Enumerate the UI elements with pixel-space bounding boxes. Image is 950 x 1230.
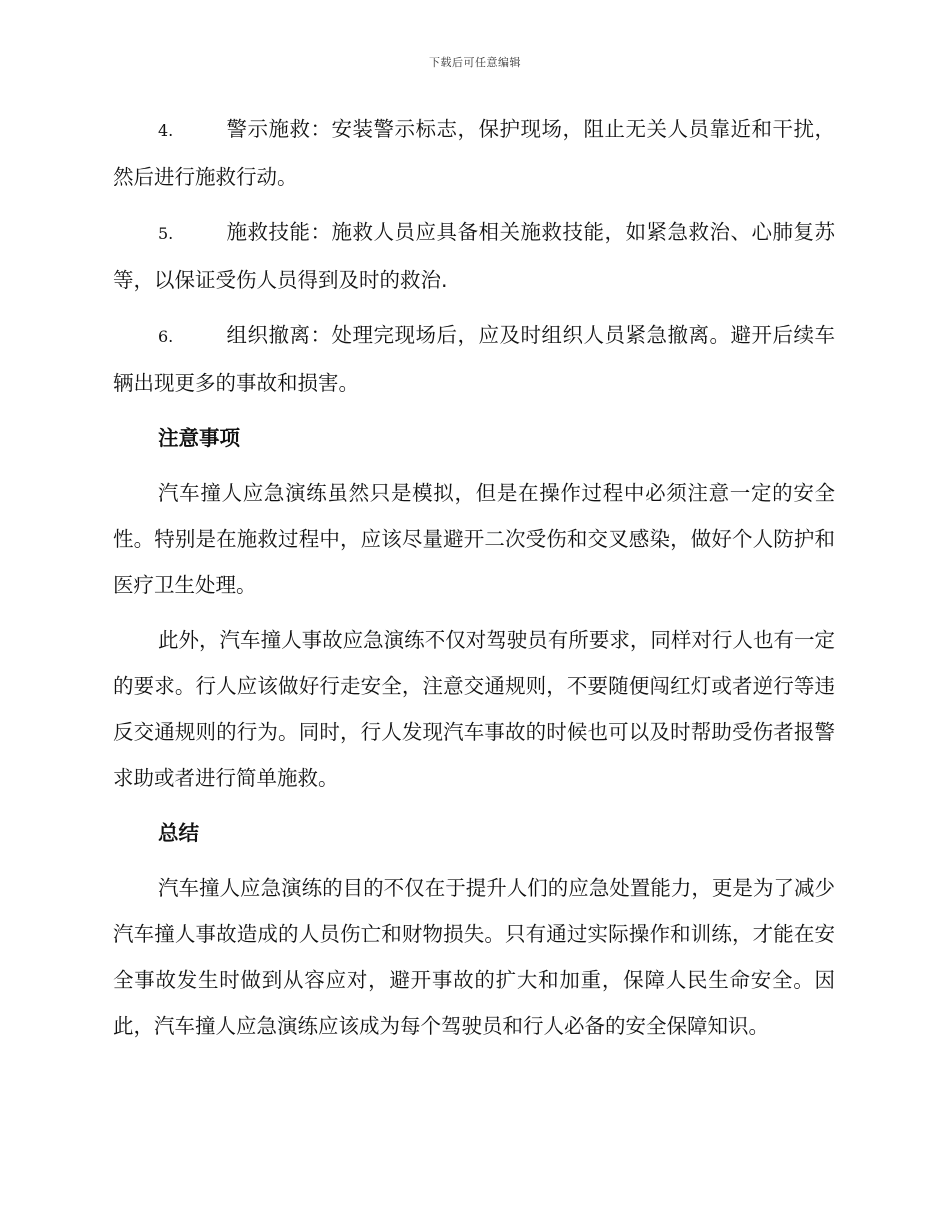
section-heading-notes: 注意事项 <box>158 426 240 450</box>
notes-paragraph: 此外，汽车撞人事故应急演练不仅对驾驶员有所要求，同样对行人也有一定的要求。行人应该做好行走安全，注意交通规则，不要随便闯红灯或者逆行等违反交通规则的行为。同时，行人发现汽车事故的时候也可以及时帮助受伤者报警求助或者进行简单施救。 <box>113 628 835 790</box>
section-heading-summary: 总结 <box>158 821 199 845</box>
list-number: 5. <box>158 224 174 243</box>
page-header: 下载后可任意编辑 <box>429 56 521 69</box>
list-text: 警示施救：安装警示标志，保护现场，阻止无关人员靠近和干扰，然后进行施救行动。 <box>113 117 835 189</box>
list-item-4 <box>113 106 835 200</box>
summary-paragraph: 汽车撞人应急演练的目的不仅在于提升人们的应急处置能力，更是为了减少汽车撞人事故造成的人员伤亡和财物损失。只有通过实际操作和训练，才能在安全事故发生时做到从容应对，避开事故的扩大和加重，保障人民生命安全。因此，汽车撞人应急演练应该成为每个驾驶员和行人必备的安全保障知识。 <box>113 876 835 1038</box>
list-number: 6. <box>158 327 174 346</box>
list-text: 组织撤离：处理完现场后，应及时组织人员紧急撤离。避开后续车辆出现更多的事故和损害。 <box>113 323 835 395</box>
notes-paragraph: 汽车撞人应急演练虽然只是模拟，但是在操作过程中必须注意一定的安全性。特别是在施救过程中，应该尽量避开二次受伤和交叉感染，做好个人防护和医疗卫生处理。 <box>113 481 835 597</box>
list-text: 施救技能：施救人员应具备相关施救技能，如紧急救治、心肺复苏等，以保证受伤人员得到及时的救治. <box>113 220 835 292</box>
list-item-6 <box>113 312 835 406</box>
list-number: 4. <box>158 121 174 140</box>
list-item-5 <box>113 209 835 303</box>
document-body <box>113 106 835 1058</box>
